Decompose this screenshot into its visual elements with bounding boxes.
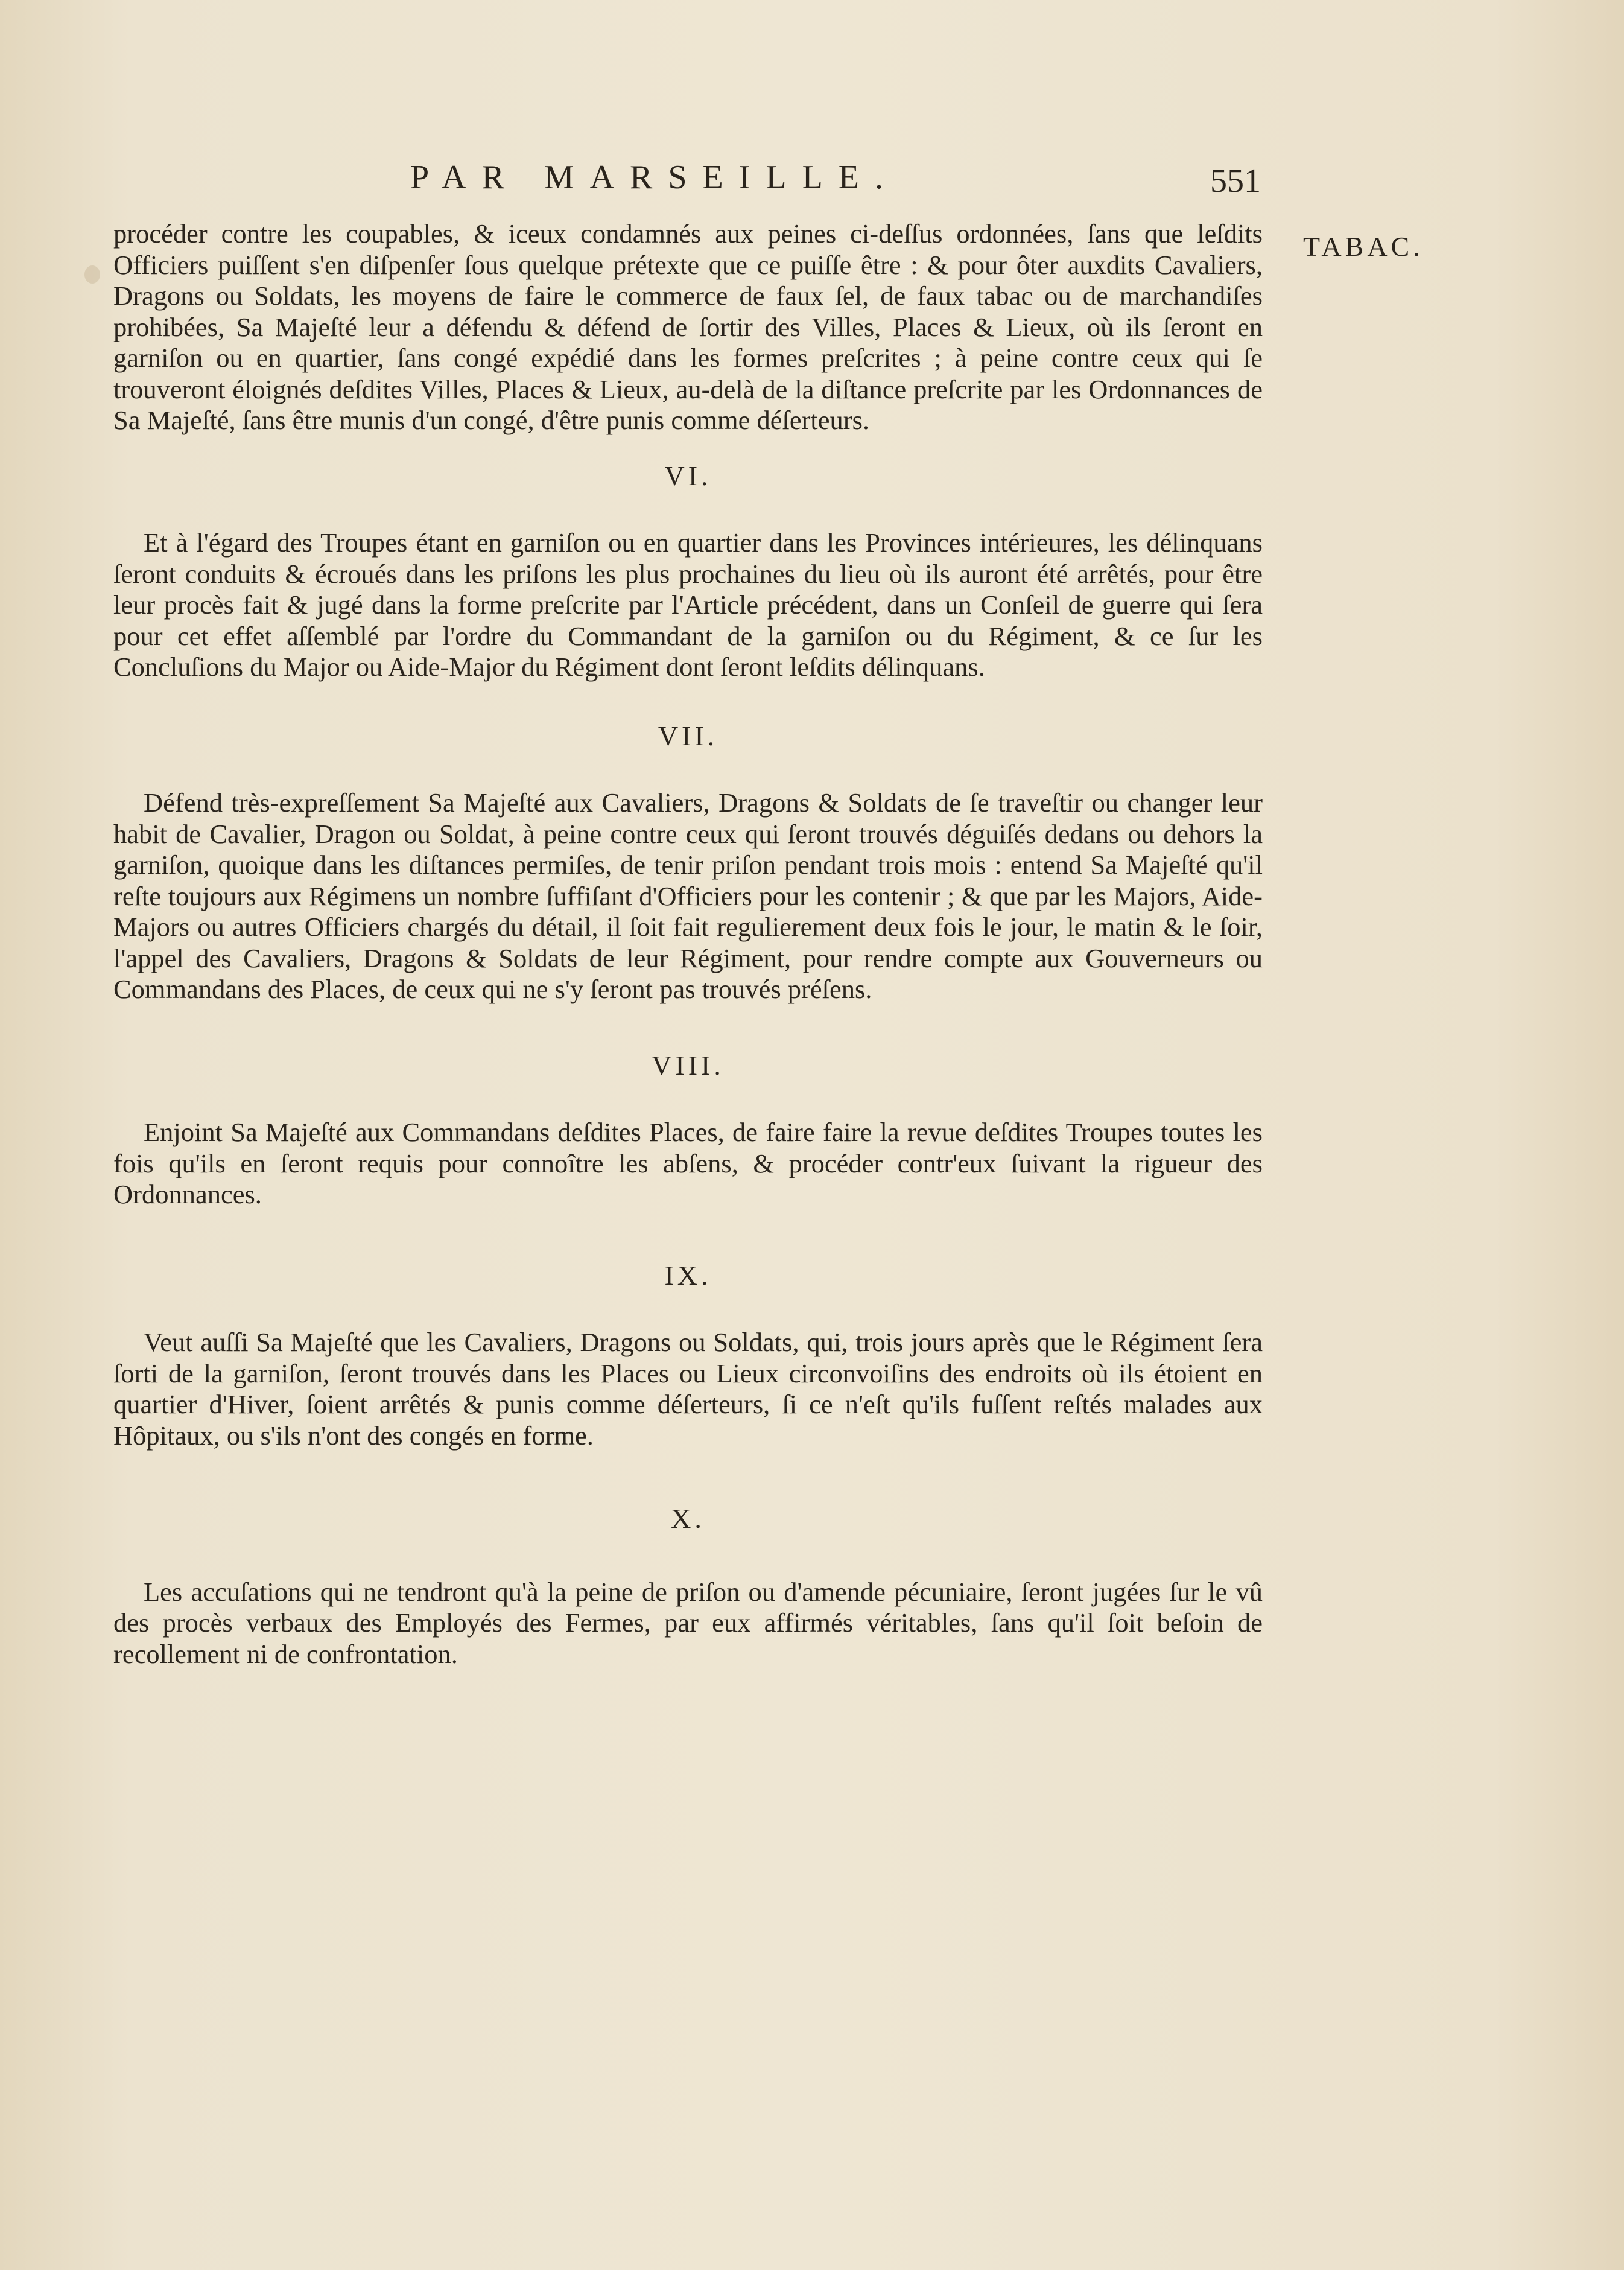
- article-text: Les accuſations qui ne tendront qu'à la peine de priſon ou d'amende pécuniaire, ſeront jugées ſur le vû des procès verbaux des Employés des Fermes, par eux affirmés véritables, ſans qu'il ſoit beſoin de recollement ni de confrontation.: [113, 1576, 1263, 1669]
- page-header: [115, 158, 1261, 206]
- article-heading: IX.: [664, 1259, 712, 1291]
- article-text: Veut auſſi Sa Majeſté que les Cavaliers, Dragons ou Soldats, qui, trois jours après que le Régiment ſera ſorti de la garniſon, ſeront trouvés dans les Places ou Lieux circonvoiſins des endroits où ils étoient en quartier d'Hiver, ſoient arrêtés & punis comme déſerteurs, ſi ce n'eſt qu'ils fuſſent reſtés malades aux Hôpitaux, ou s'ils n'ont des congés en forme.: [113, 1327, 1263, 1451]
- paper-stain: [84, 265, 100, 284]
- article-heading: VII.: [658, 720, 718, 751]
- running-head: PAR MARSEILLE.: [410, 159, 899, 196]
- margin-note: TABAC.: [1303, 231, 1424, 262]
- article-text: Et à l'égard des Troupes étant en garniſon ou en quartier dans les Provinces intérieures, les délinquans ſeront conduits & écroués dans les priſons les plus prochaines du lieu où ils auront été arrêtés, pour être leur procès fait & jugé dans la forme preſcrite par l'Article précédent, dans un Conſeil de guerre qui ſera pour cet effet aſſemblé par l'ordre du Commandant de la garniſon ou du Régiment, & ce ſur les Concluſions du Major ou Aide-Major du Régiment dont ſeront leſdits délinquans.: [113, 527, 1263, 682]
- article-text: Défend très-expreſſement Sa Majeſté aux Cavaliers, Dragons & Soldats de ſe traveſtir ou changer leur habit de Cavalier, Dragon ou Soldat, à peine contre ceux qui ſeront trouvés déguiſés dedans ou dehors la garniſon, quoique dans les diſtances permiſes, de tenir priſon pendant trois mois : entend Sa Majeſté qu'il reſte toujours aux Régimens un nombre ſuffiſant d'Officiers pour les contenir ; & que par les Majors, Aide-Majors ou autres Officiers chargés du détail, il ſoit fait regulierement deux fois le jour, le matin & le ſoir, l'appel des Cavaliers, Dragons & Soldats de leur Régiment, pour rendre compte aux Gouverneurs ou Commandans des Places, de ceux qui ne s'y ſeront pas trouvés préſens.: [113, 787, 1263, 1004]
- page-number: 551: [1210, 162, 1261, 200]
- article-heading: VIII.: [652, 1049, 725, 1081]
- opening-paragraph: procéder contre les coupables, & iceux condamnés aux peines ci-deſſus ordonnées, ſans que leſdits Officiers puiſſent s'en diſpenſer ſous quelque prétexte que ce puiſſe être : & pour ôter auxdits Cavaliers, Dragons ou Soldats, les moyens de faire le commerce de faux ſel, de faux tabac ou de marchandiſes prohibées, Sa Majeſté leur a défendu & défend de ſortir des Villes, Places & Lieux, où ils ſeront en garniſon ou en quartier, ſans congé expédié dans les formes preſcrites ; à peine contre ceux qui ſe trouveront éloignés deſdites Villes, Places & Lieux, au-delà de la diſtance preſcrite par les Ordonnances de Sa Majeſté, ſans être munis d'un congé, d'être punis comme déſerteurs.: [113, 218, 1263, 435]
- page-body: [113, 218, 1263, 1670]
- article-text: Enjoint Sa Majeſté aux Commandans deſdites Places, de faire faire la revue deſdites Troupes toutes les fois qu'ils en ſeront requis pour connoître les abſens, & procéder contr'eux ſuivant la rigueur des Ordonnances.: [113, 1117, 1263, 1209]
- article-heading: VI.: [664, 460, 712, 491]
- article-heading: X.: [671, 1503, 705, 1534]
